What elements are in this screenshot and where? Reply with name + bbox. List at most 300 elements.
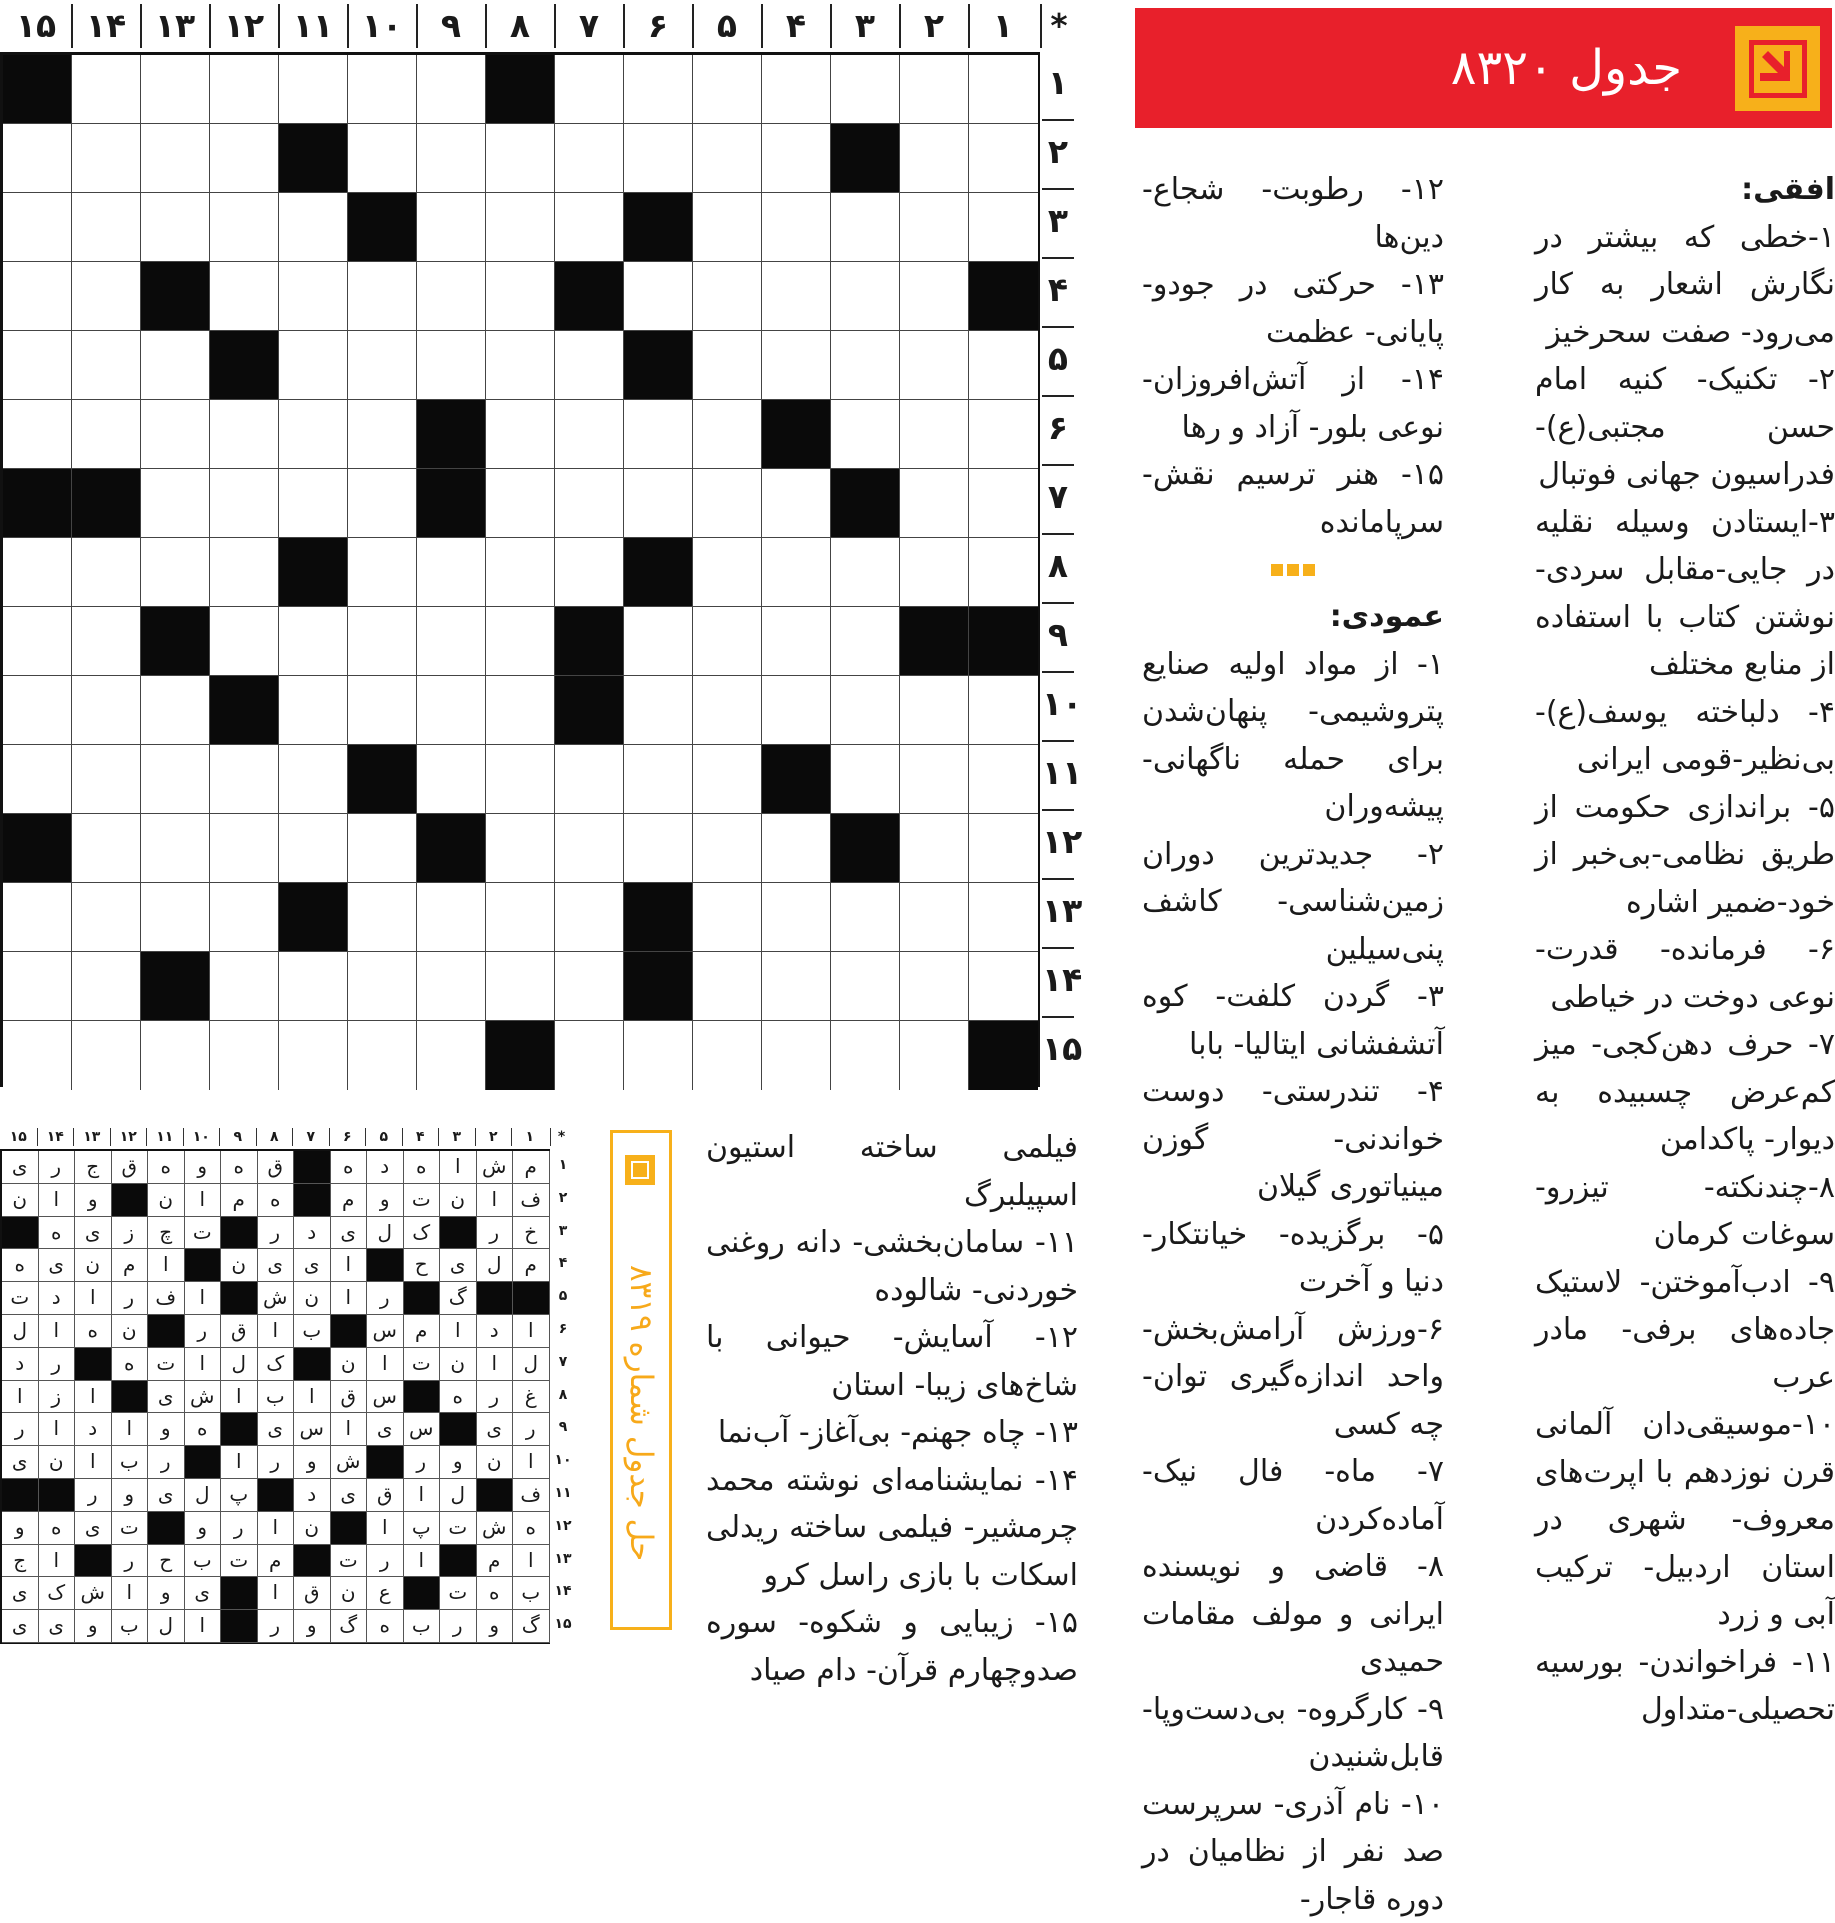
- solution-column-number: ۱: [511, 1128, 548, 1146]
- solution-block: [221, 1413, 258, 1446]
- grid-cell[interactable]: [279, 262, 348, 331]
- row-number: ۱۰: [1042, 673, 1074, 742]
- grid-cell[interactable]: [624, 400, 693, 469]
- solution-letter: ا: [185, 1184, 222, 1217]
- solution-letter: س: [294, 1413, 331, 1446]
- solution-letter: ب: [404, 1610, 441, 1643]
- solution-letter: ر: [477, 1217, 514, 1250]
- solution-letter: ی: [39, 1610, 76, 1643]
- solution-letter: ر: [258, 1610, 295, 1643]
- grid-cell[interactable]: [762, 469, 831, 538]
- solution-letter: م: [331, 1184, 368, 1217]
- grid-cell[interactable]: [210, 538, 279, 607]
- solution-letter: ق: [221, 1315, 258, 1348]
- grid-block: [831, 814, 900, 883]
- grid-cell[interactable]: [3, 952, 72, 1021]
- grid-cell[interactable]: [486, 124, 555, 193]
- grid-cell[interactable]: [348, 883, 417, 952]
- grid-cell[interactable]: [141, 193, 210, 262]
- grid-cell[interactable]: [417, 883, 486, 952]
- grid-cell[interactable]: [831, 883, 900, 952]
- grid-cell[interactable]: [417, 124, 486, 193]
- grid-cell[interactable]: [72, 331, 141, 400]
- solution-letter: و: [477, 1610, 514, 1643]
- grid-cell[interactable]: [762, 1021, 831, 1090]
- solution-letter: ی: [367, 1413, 404, 1446]
- grid-cell[interactable]: [762, 262, 831, 331]
- column-number: ۹: [416, 4, 485, 48]
- grid-cell[interactable]: [624, 124, 693, 193]
- solution-letter: م: [221, 1184, 258, 1217]
- grid-cell[interactable]: [969, 124, 1038, 193]
- grid-cell[interactable]: [555, 400, 624, 469]
- solution-letter: ت: [440, 1577, 477, 1610]
- grid-cell[interactable]: [279, 469, 348, 538]
- clue-item: ۱۱- سامان‌بخشی- دانه روغنی خوردنی- شالوده: [706, 1219, 1078, 1314]
- column-number: ۱۱: [278, 4, 347, 48]
- grid-cell[interactable]: [969, 676, 1038, 745]
- grid-cell[interactable]: [624, 55, 693, 124]
- grid-cell[interactable]: [900, 55, 969, 124]
- grid-cell[interactable]: [210, 952, 279, 1021]
- column-number: ۱۲: [209, 4, 278, 48]
- solution-letter: ل: [185, 1479, 222, 1512]
- solution-column-number: ۶: [329, 1128, 366, 1146]
- grid-cell[interactable]: [624, 1021, 693, 1090]
- solution-letter: ر: [112, 1282, 149, 1315]
- grid-cell[interactable]: [210, 883, 279, 952]
- grid-cell[interactable]: [555, 1021, 624, 1090]
- grid-cell[interactable]: [762, 952, 831, 1021]
- grid-cell[interactable]: [486, 331, 555, 400]
- grid-cell[interactable]: [417, 193, 486, 262]
- grid-cell[interactable]: [72, 676, 141, 745]
- grid-cell[interactable]: [693, 262, 762, 331]
- solution-letter: ا: [440, 1315, 477, 1348]
- grid-cell[interactable]: [417, 952, 486, 1021]
- grid-cell[interactable]: [486, 745, 555, 814]
- solution-column-header: [0, 1128, 548, 1148]
- solution-row-number: ۱: [552, 1149, 574, 1182]
- grid-cell[interactable]: [72, 538, 141, 607]
- solution-letter: ر: [258, 1446, 295, 1479]
- grid-cell[interactable]: [900, 952, 969, 1021]
- grid-cell[interactable]: [555, 469, 624, 538]
- grid-cell[interactable]: [624, 814, 693, 883]
- grid-block: [279, 124, 348, 193]
- solution-row-number: ۱۲: [552, 1510, 574, 1543]
- solution-letter: م: [404, 1315, 441, 1348]
- grid-cell[interactable]: [141, 814, 210, 883]
- crossword-puzzle: [0, 0, 1075, 1090]
- solution-letter: ن: [440, 1348, 477, 1381]
- grid-cell[interactable]: [348, 331, 417, 400]
- clue-item: ۱۳- حرکتی در جودو- پایانی- عظمت: [1142, 261, 1444, 356]
- grid-cell[interactable]: [969, 469, 1038, 538]
- grid-cell[interactable]: [555, 538, 624, 607]
- grid-cell[interactable]: [141, 538, 210, 607]
- grid-cell[interactable]: [279, 952, 348, 1021]
- grid-cell[interactable]: [72, 883, 141, 952]
- grid-cell[interactable]: [141, 883, 210, 952]
- grid-cell[interactable]: [762, 607, 831, 676]
- grid-cell[interactable]: [969, 55, 1038, 124]
- grid-cell[interactable]: [417, 676, 486, 745]
- grid-cell[interactable]: [72, 952, 141, 1021]
- grid-cell[interactable]: [72, 55, 141, 124]
- solution-letter: س: [367, 1381, 404, 1414]
- grid-cell[interactable]: [555, 55, 624, 124]
- grid-cell[interactable]: [72, 262, 141, 331]
- grid-cell[interactable]: [762, 55, 831, 124]
- grid-cell[interactable]: [969, 883, 1038, 952]
- grid-cell[interactable]: [141, 400, 210, 469]
- grid-cell[interactable]: [693, 952, 762, 1021]
- grid-cell[interactable]: [555, 193, 624, 262]
- grid-cell[interactable]: [900, 1021, 969, 1090]
- grid-cell[interactable]: [831, 538, 900, 607]
- solution-letter: د: [294, 1217, 331, 1250]
- grid-cell[interactable]: [72, 124, 141, 193]
- grid-cell[interactable]: [969, 952, 1038, 1021]
- grid-cell[interactable]: [3, 262, 72, 331]
- grid-cell[interactable]: [3, 883, 72, 952]
- grid-cell[interactable]: [693, 400, 762, 469]
- grid-cell[interactable]: [831, 55, 900, 124]
- grid-cell[interactable]: [417, 745, 486, 814]
- grid-cell[interactable]: [72, 400, 141, 469]
- solution-letter: ر: [75, 1479, 112, 1512]
- grid-cell[interactable]: [3, 331, 72, 400]
- grid-cell[interactable]: [279, 676, 348, 745]
- grid-cell[interactable]: [486, 952, 555, 1021]
- grid-cell[interactable]: [555, 124, 624, 193]
- grid-cell[interactable]: [969, 814, 1038, 883]
- grid-cell[interactable]: [279, 607, 348, 676]
- grid-cell[interactable]: [969, 538, 1038, 607]
- row-number: ۷: [1042, 466, 1074, 535]
- solution-letter: ج: [2, 1545, 39, 1578]
- grid-block: [624, 883, 693, 952]
- grid-cell[interactable]: [279, 1021, 348, 1090]
- grid-cell[interactable]: [555, 331, 624, 400]
- solution-letter: ن: [39, 1446, 76, 1479]
- grid-cell[interactable]: [3, 538, 72, 607]
- grid-cell[interactable]: [210, 469, 279, 538]
- grid-cell[interactable]: [693, 124, 762, 193]
- solution-letter: ه: [2, 1249, 39, 1282]
- grid-block: [279, 538, 348, 607]
- grid-cell[interactable]: [693, 1021, 762, 1090]
- grid-cell[interactable]: [210, 607, 279, 676]
- grid-cell[interactable]: [900, 193, 969, 262]
- grid-cell[interactable]: [279, 55, 348, 124]
- grid-cell[interactable]: [486, 538, 555, 607]
- grid-cell[interactable]: [831, 331, 900, 400]
- row-number: ۲: [1042, 121, 1074, 190]
- grid-cell[interactable]: [624, 607, 693, 676]
- grid-cell[interactable]: [486, 469, 555, 538]
- solution-letter: ل: [477, 1249, 514, 1282]
- grid-cell[interactable]: [969, 193, 1038, 262]
- solution-block: [294, 1151, 331, 1184]
- grid-block: [555, 607, 624, 676]
- grid-cell[interactable]: [486, 400, 555, 469]
- grid-cell[interactable]: [693, 607, 762, 676]
- grid-cell[interactable]: [624, 676, 693, 745]
- grid-cell[interactable]: [348, 469, 417, 538]
- solution-column-number: ۱۰: [183, 1128, 220, 1146]
- grid-cell[interactable]: [72, 745, 141, 814]
- grid-cell[interactable]: [693, 745, 762, 814]
- solution-letter: ن: [294, 1512, 331, 1545]
- solution-letter: ا: [294, 1381, 331, 1414]
- grid-cell[interactable]: [969, 745, 1038, 814]
- solution-row-number: ۶: [552, 1313, 574, 1346]
- solution-block: [75, 1348, 112, 1381]
- grid-cell[interactable]: [279, 331, 348, 400]
- grid-cell[interactable]: [3, 124, 72, 193]
- grid-cell[interactable]: [900, 745, 969, 814]
- solution-letter: ی: [148, 1381, 185, 1414]
- solution-letter: ت: [185, 1217, 222, 1250]
- solution-letter: د: [75, 1413, 112, 1446]
- column-number: ۳: [830, 4, 899, 48]
- solution-row-number: ۱۳: [552, 1543, 574, 1576]
- solution-block: [294, 1545, 331, 1578]
- solution-row-header: [550, 1149, 574, 1644]
- grid-cell[interactable]: [417, 262, 486, 331]
- grid-cell[interactable]: [693, 883, 762, 952]
- grid-cell[interactable]: [693, 331, 762, 400]
- grid-cell[interactable]: [141, 55, 210, 124]
- grid-cell[interactable]: [486, 676, 555, 745]
- clue-item: ۱۴- از آتش‌افروزان- نوعی بلور- آزاد و رها: [1142, 356, 1444, 451]
- grid-cell[interactable]: [3, 745, 72, 814]
- grid-cell[interactable]: [624, 262, 693, 331]
- solution-letter: ل: [513, 1348, 550, 1381]
- grid-cell[interactable]: [969, 331, 1038, 400]
- grid-cell[interactable]: [348, 400, 417, 469]
- grid-cell[interactable]: [693, 469, 762, 538]
- grid-cell[interactable]: [141, 1021, 210, 1090]
- solution-letter: ا: [185, 1610, 222, 1643]
- grid-cell[interactable]: [417, 55, 486, 124]
- grid-block: [417, 814, 486, 883]
- grid-cell[interactable]: [831, 745, 900, 814]
- solution-letter: ش: [331, 1446, 368, 1479]
- grid-cell[interactable]: [693, 538, 762, 607]
- grid-cell[interactable]: [555, 814, 624, 883]
- grid-cell[interactable]: [486, 262, 555, 331]
- clue-item: ۱۱- فراخواندن- بورسیه تحصیلی-متداول: [1535, 1639, 1835, 1734]
- grid-cell[interactable]: [900, 469, 969, 538]
- solution-row-number: ۱۴: [552, 1575, 574, 1608]
- grid-cell[interactable]: [348, 124, 417, 193]
- solution-letter: ش: [185, 1381, 222, 1414]
- grid-cell[interactable]: [279, 814, 348, 883]
- solution-column-number: ۹: [219, 1128, 256, 1146]
- grid-cell[interactable]: [3, 193, 72, 262]
- grid-cell[interactable]: [348, 262, 417, 331]
- grid-cell[interactable]: [831, 676, 900, 745]
- grid-cell[interactable]: [693, 193, 762, 262]
- grid-cell[interactable]: [3, 676, 72, 745]
- grid-cell[interactable]: [831, 400, 900, 469]
- solution-block: [331, 1315, 368, 1348]
- grid-cell[interactable]: [762, 883, 831, 952]
- grid-cell[interactable]: [417, 607, 486, 676]
- row-number: ۴: [1042, 259, 1074, 328]
- solution-letter: ا: [258, 1512, 295, 1545]
- grid-cell[interactable]: [900, 814, 969, 883]
- grid-cell[interactable]: [693, 55, 762, 124]
- solution-block: [477, 1479, 514, 1512]
- grid-cell[interactable]: [900, 124, 969, 193]
- solution-letter: ش: [477, 1512, 514, 1545]
- grid-cell[interactable]: [831, 193, 900, 262]
- grid-block: [624, 193, 693, 262]
- grid-cell[interactable]: [348, 538, 417, 607]
- grid-block: [3, 814, 72, 883]
- solution-block: [221, 1282, 258, 1315]
- grid-cell[interactable]: [72, 1021, 141, 1090]
- grid-cell[interactable]: [486, 814, 555, 883]
- grid-cell[interactable]: [831, 1021, 900, 1090]
- grid-cell[interactable]: [72, 814, 141, 883]
- grid-cell[interactable]: [417, 1021, 486, 1090]
- solution-letter: ه: [367, 1610, 404, 1643]
- grid-cell[interactable]: [624, 745, 693, 814]
- grid-cell[interactable]: [900, 331, 969, 400]
- column-number: ۸: [485, 4, 554, 48]
- grid-cell[interactable]: [210, 193, 279, 262]
- grid-cell[interactable]: [555, 952, 624, 1021]
- solution-block: [2, 1217, 39, 1250]
- grid-cell[interactable]: [210, 55, 279, 124]
- grid-cell[interactable]: [141, 745, 210, 814]
- grid-cell[interactable]: [624, 469, 693, 538]
- grid-cell[interactable]: [210, 814, 279, 883]
- grid-cell[interactable]: [486, 607, 555, 676]
- grid-cell[interactable]: [762, 124, 831, 193]
- solution-letter: ی: [185, 1577, 222, 1610]
- grid-cell[interactable]: [210, 1021, 279, 1090]
- grid-cell[interactable]: [555, 745, 624, 814]
- grid-cell[interactable]: [348, 814, 417, 883]
- solution-block: [185, 1249, 222, 1282]
- solution-letter: و: [367, 1184, 404, 1217]
- grid-cell[interactable]: [762, 193, 831, 262]
- grid-cell[interactable]: [693, 814, 762, 883]
- grid-cell[interactable]: [348, 676, 417, 745]
- grid-cell[interactable]: [900, 400, 969, 469]
- grid-cell[interactable]: [72, 607, 141, 676]
- solution-letter: ا: [75, 1446, 112, 1479]
- solution-letter: ک: [258, 1348, 295, 1381]
- grid-block: [3, 469, 72, 538]
- grid-cell[interactable]: [348, 607, 417, 676]
- grid-cell[interactable]: [831, 262, 900, 331]
- grid-cell[interactable]: [3, 607, 72, 676]
- grid-block: [141, 262, 210, 331]
- grid-cell[interactable]: [831, 952, 900, 1021]
- grid-cell[interactable]: [279, 400, 348, 469]
- solution-letter: ک: [404, 1217, 441, 1250]
- solution-block: [221, 1577, 258, 1610]
- solution-letter: ق: [294, 1577, 331, 1610]
- clue-item: ۶- فرمانده- قدرت- نوعی دوخت در خیاطی: [1535, 926, 1835, 1021]
- grid-cell[interactable]: [900, 883, 969, 952]
- solution-letter: ل: [148, 1610, 185, 1643]
- grid-cell[interactable]: [210, 124, 279, 193]
- grid-cell[interactable]: [279, 745, 348, 814]
- solution-letter: ی: [75, 1217, 112, 1250]
- grid-block: [762, 745, 831, 814]
- crossword-grid: [0, 52, 1040, 1087]
- grid-cell[interactable]: [348, 1021, 417, 1090]
- grid-cell[interactable]: [141, 469, 210, 538]
- grid-cell[interactable]: [762, 814, 831, 883]
- solution-row-number: ۸: [552, 1379, 574, 1412]
- grid-cell[interactable]: [3, 1021, 72, 1090]
- column-number: ۵: [692, 4, 761, 48]
- solution-letter: ی: [75, 1512, 112, 1545]
- grid-cell[interactable]: [210, 745, 279, 814]
- solution-letter: ا: [404, 1545, 441, 1578]
- grid-cell[interactable]: [417, 331, 486, 400]
- grid-cell[interactable]: [555, 883, 624, 952]
- solution-block: [404, 1577, 441, 1610]
- grid-cell[interactable]: [417, 538, 486, 607]
- grid-cell[interactable]: [3, 400, 72, 469]
- solution-letter: ر: [39, 1151, 76, 1184]
- grid-cell[interactable]: [762, 676, 831, 745]
- grid-cell[interactable]: [348, 55, 417, 124]
- grid-cell[interactable]: [762, 331, 831, 400]
- grid-cell[interactable]: [969, 400, 1038, 469]
- grid-cell[interactable]: [486, 883, 555, 952]
- solution-block: [477, 1282, 514, 1315]
- grid-cell[interactable]: [141, 676, 210, 745]
- clue-item: ۸- قاضی و نویسنده ایرانی و مولف مقامات حمیدی: [1142, 1543, 1444, 1686]
- grid-block: [969, 607, 1038, 676]
- solution-letter: ش: [477, 1151, 514, 1184]
- solution-letter: ی: [39, 1249, 76, 1282]
- grid-cell[interactable]: [762, 538, 831, 607]
- grid-cell[interactable]: [900, 538, 969, 607]
- grid-cell[interactable]: [900, 262, 969, 331]
- solution-block: [404, 1381, 441, 1414]
- grid-cell[interactable]: [486, 193, 555, 262]
- solution-letter: ت: [404, 1184, 441, 1217]
- grid-cell[interactable]: [210, 262, 279, 331]
- solution-letter: ن: [2, 1184, 39, 1217]
- grid-cell[interactable]: [141, 331, 210, 400]
- grid-cell[interactable]: [210, 400, 279, 469]
- grid-cell[interactable]: [348, 952, 417, 1021]
- solution-letter: ر: [440, 1610, 477, 1643]
- grid-cell[interactable]: [900, 676, 969, 745]
- grid-cell[interactable]: [72, 193, 141, 262]
- grid-cell[interactable]: [141, 124, 210, 193]
- grid-cell[interactable]: [693, 676, 762, 745]
- solution-letter: ل: [367, 1217, 404, 1250]
- grid-cell[interactable]: [831, 607, 900, 676]
- solution-block: [367, 1446, 404, 1479]
- solution-letter: ی: [331, 1217, 368, 1250]
- grid-cell[interactable]: [279, 193, 348, 262]
